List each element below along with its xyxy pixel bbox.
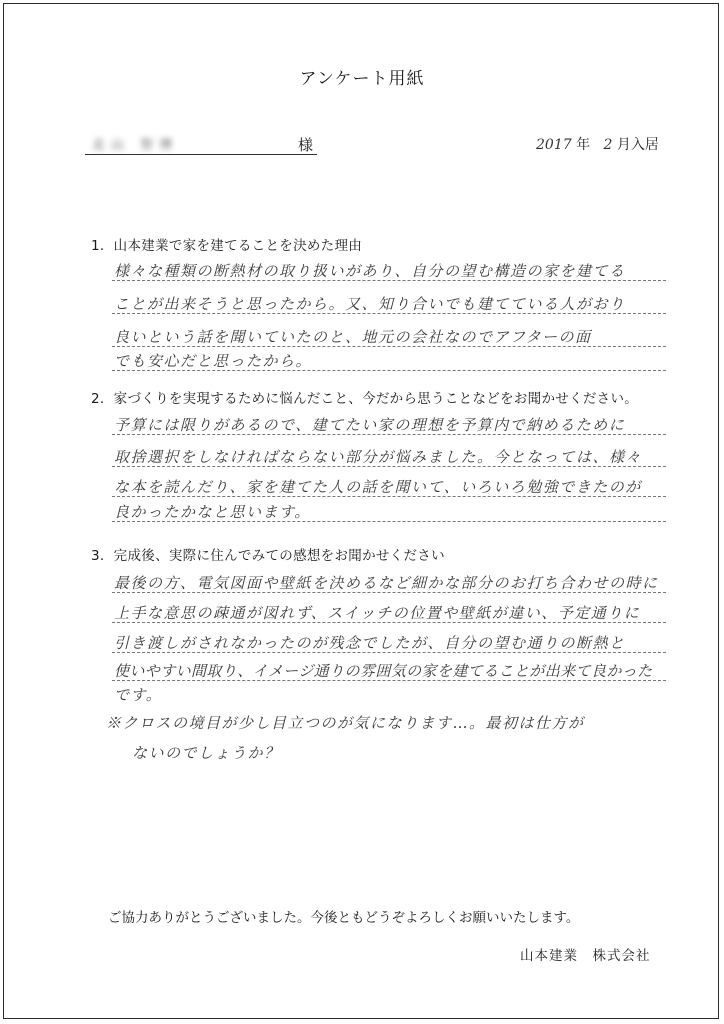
closing-message: ご協力ありがとうございました。今後ともどうぞよろしくお願いいたします。: [108, 910, 580, 926]
customer-honorific: 様: [298, 136, 314, 154]
handwritten-line: 最後の方、電気図面や壁紙を決めるなど細かな部分のお打ち合わせの時に: [114, 574, 659, 592]
page-title: アンケート用紙: [299, 69, 425, 89]
question-1: [91, 234, 362, 254]
question-text: 家づくりを実現するために悩んだこと、今だから思うことなどをお聞かせください。: [113, 391, 639, 407]
handwritten-line: でも安心だと思ったから。: [114, 352, 313, 370]
handwritten-line: 引き渡しがされなかったのが残念でしたが、自分の望む通りの断熱と: [114, 634, 626, 652]
customer-name-blurred: 北山 智博: [92, 138, 179, 153]
question-number: 1.: [91, 238, 105, 254]
question-number: 2.: [91, 391, 105, 407]
move-in-month-suffix: 月入居: [616, 137, 659, 153]
move-in-year: 2017: [536, 137, 572, 153]
question-text: 完成後、実際に住んでみての感想をお聞かせください: [113, 548, 445, 564]
handwritten-line: 良いという話を聞いていたのと、地元の会社なのでアフターの面: [114, 328, 592, 346]
handwritten-line: 上手な意思の疎通が図れず、スイッチの位置や壁紙が違い、予定通りに: [114, 604, 641, 622]
question-text: 山本建業で家を建てることを決めた理由: [113, 238, 363, 254]
handwritten-line: 使いやすい間取り、イメージ通りの雰囲気の家を建てることが出来て良かった: [114, 662, 653, 680]
question-3: [91, 544, 445, 564]
move-in-year-suffix: 年: [576, 137, 591, 153]
handwritten-line: 様々な種類の断熱材の取り扱いがあり、自分の望む構造の家を建てる: [114, 262, 626, 280]
handwritten-line: 良かったかなと思います。: [114, 503, 311, 521]
handwritten-line: 予算には限りがあるので、建てたい家の理想を予算内で納めるために: [114, 416, 626, 434]
handwritten-line: です。: [114, 686, 163, 704]
handwritten-line: ※クロスの境目が少し目立つのが気になります…。最初は仕方が: [106, 714, 585, 732]
handwritten-line: ことが出来そうと思ったから。又、知り合いでも建てている人がおり: [114, 295, 626, 313]
handwritten-line: な本を読んだり、家を建てた人の話を聞いて、いろいろ勉強できたのが: [114, 478, 642, 496]
customer-name-underline: [85, 154, 317, 155]
company-name: 山本建業 株式会社: [520, 948, 651, 964]
question-2: [91, 387, 638, 407]
question-number: 3.: [91, 548, 105, 564]
handwritten-line: ないのでしょうか？: [132, 744, 281, 762]
move-in-date: [536, 134, 659, 154]
move-in-month: 2: [603, 137, 613, 153]
handwritten-line: 取捨選択をしなければならない部分が悩みました。今となっては、様々: [114, 448, 643, 466]
